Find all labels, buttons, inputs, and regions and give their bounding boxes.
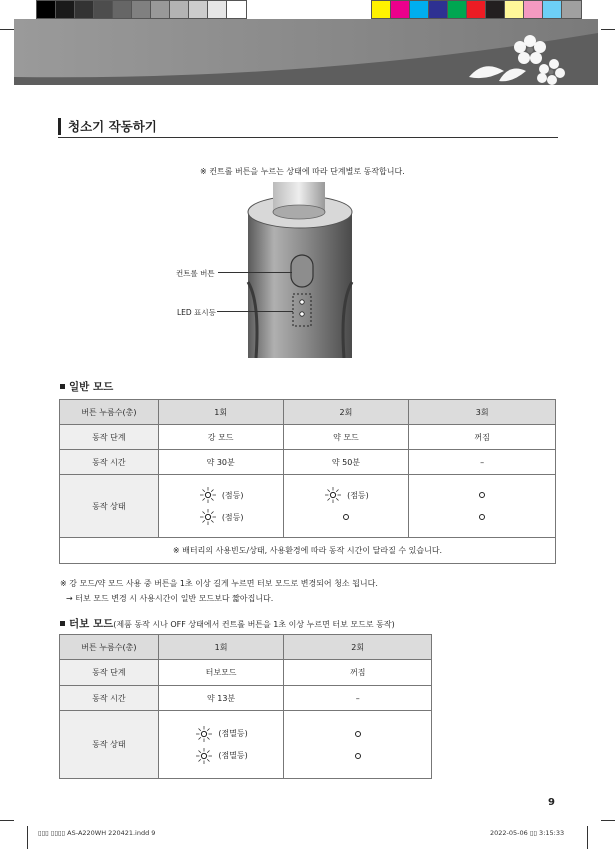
led-lit-icon	[198, 486, 218, 504]
led-off-icon	[479, 492, 485, 498]
turbo-mode-heading: 터보 모드(제품 동작 시나 OFF 상태에서 컨트롤 버튼을 1초 이상 누르면 터보 모드로 동작)	[60, 616, 395, 631]
row-label: 동작 상태	[60, 711, 159, 779]
table-row	[60, 686, 432, 711]
color-swatch	[410, 1, 429, 18]
status-cell: (점등)	[283, 475, 409, 538]
callout-line	[218, 272, 292, 273]
color-swatch	[75, 1, 94, 18]
turbo-note-1: ※ 강 모드/약 모드 사용 중 버튼을 1초 이상 길게 누르면 터보 모드로 변경되어 청소 됩니다.	[60, 579, 378, 588]
vacuum-handle-diagram	[240, 182, 360, 358]
color-swatch	[189, 1, 208, 18]
table-cell: –	[284, 686, 432, 711]
led-blink-icon	[194, 725, 214, 743]
header-banner	[14, 19, 598, 85]
row-label: 동작 시간	[60, 450, 159, 475]
table-cell: 약 모드	[283, 425, 409, 450]
crop-mark	[0, 29, 14, 30]
page-number: 9	[548, 797, 555, 808]
led-off-icon	[343, 514, 349, 520]
color-swatch	[562, 1, 581, 18]
turbo-note-2: → 터보 모드 변경 시 사용시간이 일반 모드보다 짧아집니다.	[66, 594, 274, 603]
table-cell: 꺼짐	[409, 425, 556, 450]
status-cell	[284, 711, 432, 779]
color-swatch	[543, 1, 562, 18]
color-swatch	[467, 1, 486, 18]
color-swatch	[94, 1, 113, 18]
row-label: 동작 상태	[60, 475, 159, 538]
status-cell: (점멸등) (점멸등)	[158, 711, 284, 779]
crop-mark	[0, 820, 14, 821]
color-swatch	[486, 1, 505, 18]
color-swatch	[113, 1, 132, 18]
table-cell: 터보모드	[158, 660, 284, 686]
crop-mark	[601, 29, 615, 30]
color-swatch	[505, 1, 524, 18]
table-footnote: ※ 배터리의 사용빈도/상태, 사용환경에 따라 동작 시간이 달라질 수 있습니다.	[60, 538, 556, 564]
table-cell: 약 50분	[283, 450, 409, 475]
color-swatch	[208, 1, 227, 18]
color-swatch	[56, 1, 75, 18]
table-row	[60, 660, 432, 686]
footer-timestamp: 2022-05-06 ▯▯ 3:15:33	[490, 829, 565, 837]
color-swatch	[372, 1, 391, 18]
led-off-icon	[355, 753, 361, 759]
normal-mode-heading: 일반 모드	[60, 379, 113, 394]
header-cell: 3회	[409, 400, 556, 425]
status-cell: (점등) (점등)	[158, 475, 283, 538]
color-swatch	[429, 1, 448, 18]
header-cell: 1회	[158, 400, 283, 425]
led-blink-icon	[194, 747, 214, 765]
table-row	[60, 538, 556, 564]
top-note: ※ 컨트롤 버튼을 누르는 상태에 따라 단계별로 동작합니다.	[200, 167, 405, 176]
table-row	[60, 450, 556, 475]
section-title-text: 청소기 작동하기	[68, 119, 157, 134]
table-cell: –	[409, 450, 556, 475]
color-swatch-strip	[371, 0, 582, 19]
color-swatch	[170, 1, 189, 18]
header-cell: 2회	[284, 635, 432, 660]
color-swatch	[151, 1, 170, 18]
table-row	[60, 475, 556, 538]
crop-mark	[587, 826, 588, 849]
color-swatch	[37, 1, 56, 18]
row-label: 동작 시간	[60, 686, 159, 711]
led-label: LED 표시등	[177, 308, 216, 317]
crop-mark	[27, 826, 28, 849]
table-cell: 꺼짐	[284, 660, 432, 686]
table-row	[60, 711, 432, 779]
color-swatch	[524, 1, 543, 18]
table-cell: 강 모드	[158, 425, 283, 450]
table-row	[60, 425, 556, 450]
control-button-label: 컨트롤 버튼	[176, 269, 215, 278]
crop-mark	[601, 820, 615, 821]
turbo-mode-table	[59, 634, 432, 779]
header-cell: 버튼 누름수(총)	[60, 635, 159, 660]
color-swatch	[227, 1, 246, 18]
section-title	[58, 116, 558, 138]
led-lit-icon	[323, 486, 343, 504]
color-swatch	[391, 1, 410, 18]
row-label: 동작 단계	[60, 425, 159, 450]
status-cell	[409, 475, 556, 538]
header-cell: 버튼 누름수(총)	[60, 400, 159, 425]
control-button-shape	[291, 255, 313, 287]
header-cell: 1회	[158, 635, 284, 660]
table-cell: 약 30분	[158, 450, 283, 475]
footer-file-info: ▯▯▯ ▯▯▯▯ AS-A220WH 220421.indd 9	[38, 829, 156, 837]
row-label: 동작 단계	[60, 660, 159, 686]
led-off-icon	[355, 731, 361, 737]
color-swatch	[448, 1, 467, 18]
table-cell: 약 13분	[158, 686, 284, 711]
color-swatch	[132, 1, 151, 18]
led-lit-icon	[198, 508, 218, 526]
normal-mode-table	[59, 399, 556, 564]
callout-line	[217, 311, 293, 312]
header-cell: 2회	[283, 400, 409, 425]
led-off-icon	[479, 514, 485, 520]
gray-swatch-strip	[36, 0, 247, 19]
